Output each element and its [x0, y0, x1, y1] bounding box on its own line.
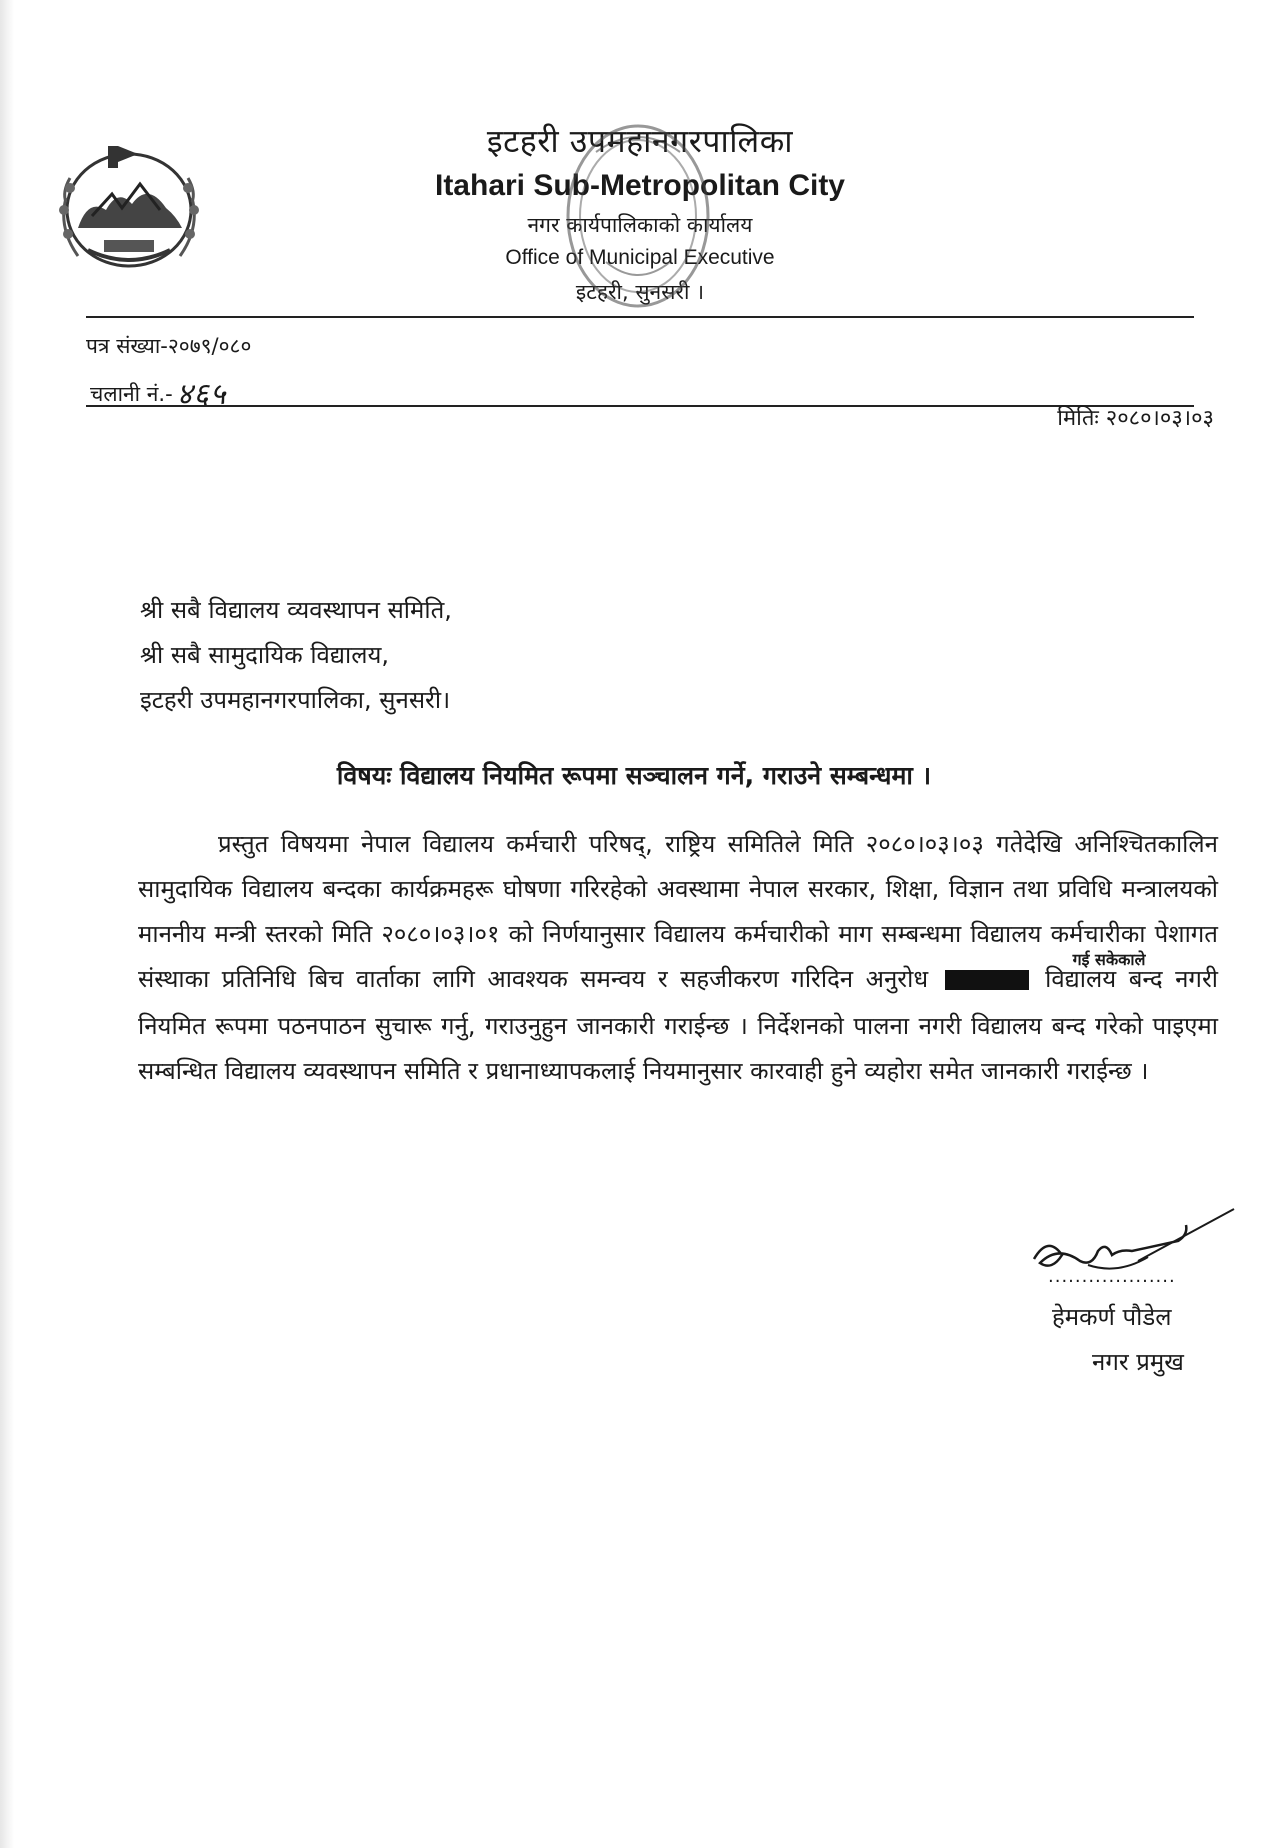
- scan-edge-shadow: [0, 0, 14, 1848]
- recipient-line: श्री सबै सामुदायिक विद्यालय,: [140, 641, 390, 669]
- body-text-part2: विद्यालय बन्द नगरी नियमित रूपमा पठनपाठन सुचारू गर्नु, गराउनुहुन जानकारी गराईन्छ । निर्देशनको पालना नगरी विद्यालय बन्द गरेको पाइएमा सम्बन्धित विद्यालय व्यवस्थापन समिति र प्रधानाध्यापकलाई नियमानुसार कारवाही हुने व्यहोरा समेत जानकारी गराईन्छ ।: [138, 965, 1218, 1085]
- letterhead-np-address: इटहरी, सुनसरी ।: [575, 280, 705, 304]
- header-divider: [86, 316, 1194, 318]
- dispatch-number-handwritten: ४६५: [176, 377, 227, 412]
- recipient-block: [140, 588, 452, 723]
- nepal-emblem-icon: [48, 138, 210, 276]
- letterhead-np-title: इटहरी उपमहानगरपालिका: [486, 122, 794, 160]
- signer-title: नगर प्रमुख: [1092, 1348, 1184, 1376]
- dispatch-label: चलानी नं.-: [90, 382, 173, 406]
- letterhead-en-title: Itahari Sub-Metropolitan City: [434, 169, 845, 202]
- redaction-mark: [945, 970, 1029, 990]
- reference-number: पत्र संख्या-२०७९/०८०: [86, 334, 252, 358]
- letter-body: प्रस्तुत विषयमा नेपाल विद्यालय कर्मचारी परिषद्, राष्ट्रिय समितिले मिति २०८०।०३।०३ गतेदेखि अनिश्चितकालिन सामुदायिक विद्यालय बन्दका कार्यक्रमहरू घोषणा गरिरहेको अवस्थामा नेपाल सरकार, शिक्षा, विज्ञान तथा प्रविधि मन्त्रालयको माननीय मन्त्री स्तरको मिति २०८०।०३।०१ को निर्णयानुसार विद्यालय कर्मचारीको माग सम्बन्धमा विद्यालय कर्मचारीका पेशागत संस्थाका प्रतिनिधि बिच वार्ताका लागि आवश्यक समन्वय र सहजीकरण गरिदिन अनुरोध गई सकेकाले विद्यालय बन्द नगरी नियमित रूपमा पठनपाठन सुचारू गर्नु, गराउनुहुन जानकारी गराईन्छ । निर्देशनको पालना नगरी विद्यालय बन्द गरेको पाइएमा सम्बन्धित विद्यालय व्यवस्थापन समिति र प्रधानाध्यापकलाई नियमानुसार कारवाही हुने व्यहोरा समेत जानकारी गराईन्छ ।: [138, 830, 1218, 1085]
- letterhead-en-office: Office of Municipal Executive: [505, 246, 775, 269]
- body-text-part1: प्रस्तुत विषयमा नेपाल विद्यालय कर्मचारी परिषद्, राष्ट्रिय समितिले मिति २०८०।०३।०३ गतेदेखि अनिश्चितकालिन सामुदायिक विद्यालय बन्दका कार्यक्रमहरू घोषणा गरिरहेको अवस्थामा नेपाल सरकार, शिक्षा, विज्ञान तथा प्रविधि मन्त्रालयको माननीय मन्त्री स्तरको मिति २०८०।०३।०१ को निर्णयानुसार विद्यालय कर्मचारीको माग सम्बन्धमा विद्यालय कर्मचारीका पेशागत संस्थाका प्रतिनिधि बिच वार्ताका लागि आवश्यक समन्वय र सहजीकरण गरिदिन अनुरोध: [138, 830, 1218, 993]
- signature-mark: [1028, 1205, 1238, 1305]
- signature-dots: ...................: [1048, 1266, 1176, 1287]
- letterhead-np-office: नगर कार्यपालिकाको कार्यालय: [527, 213, 753, 237]
- recipient-line: इटहरी उपमहानगरपालिका, सुनसरी।: [140, 686, 451, 714]
- letterhead: [380, 118, 900, 310]
- recipient-line: श्री सबै विद्यालय व्यवस्थापन समिति,: [140, 596, 452, 624]
- letter-date: मितिः २०८०।०३।०३: [1057, 406, 1214, 431]
- reference-divider: [86, 405, 1194, 407]
- letter-subject: विषयः विद्यालय नियमित रूपमा सञ्चालन गर्ने, गराउने सम्बन्धमा ।: [336, 761, 932, 790]
- signer-name: हेमकर्ण पौडेल: [1052, 1303, 1172, 1331]
